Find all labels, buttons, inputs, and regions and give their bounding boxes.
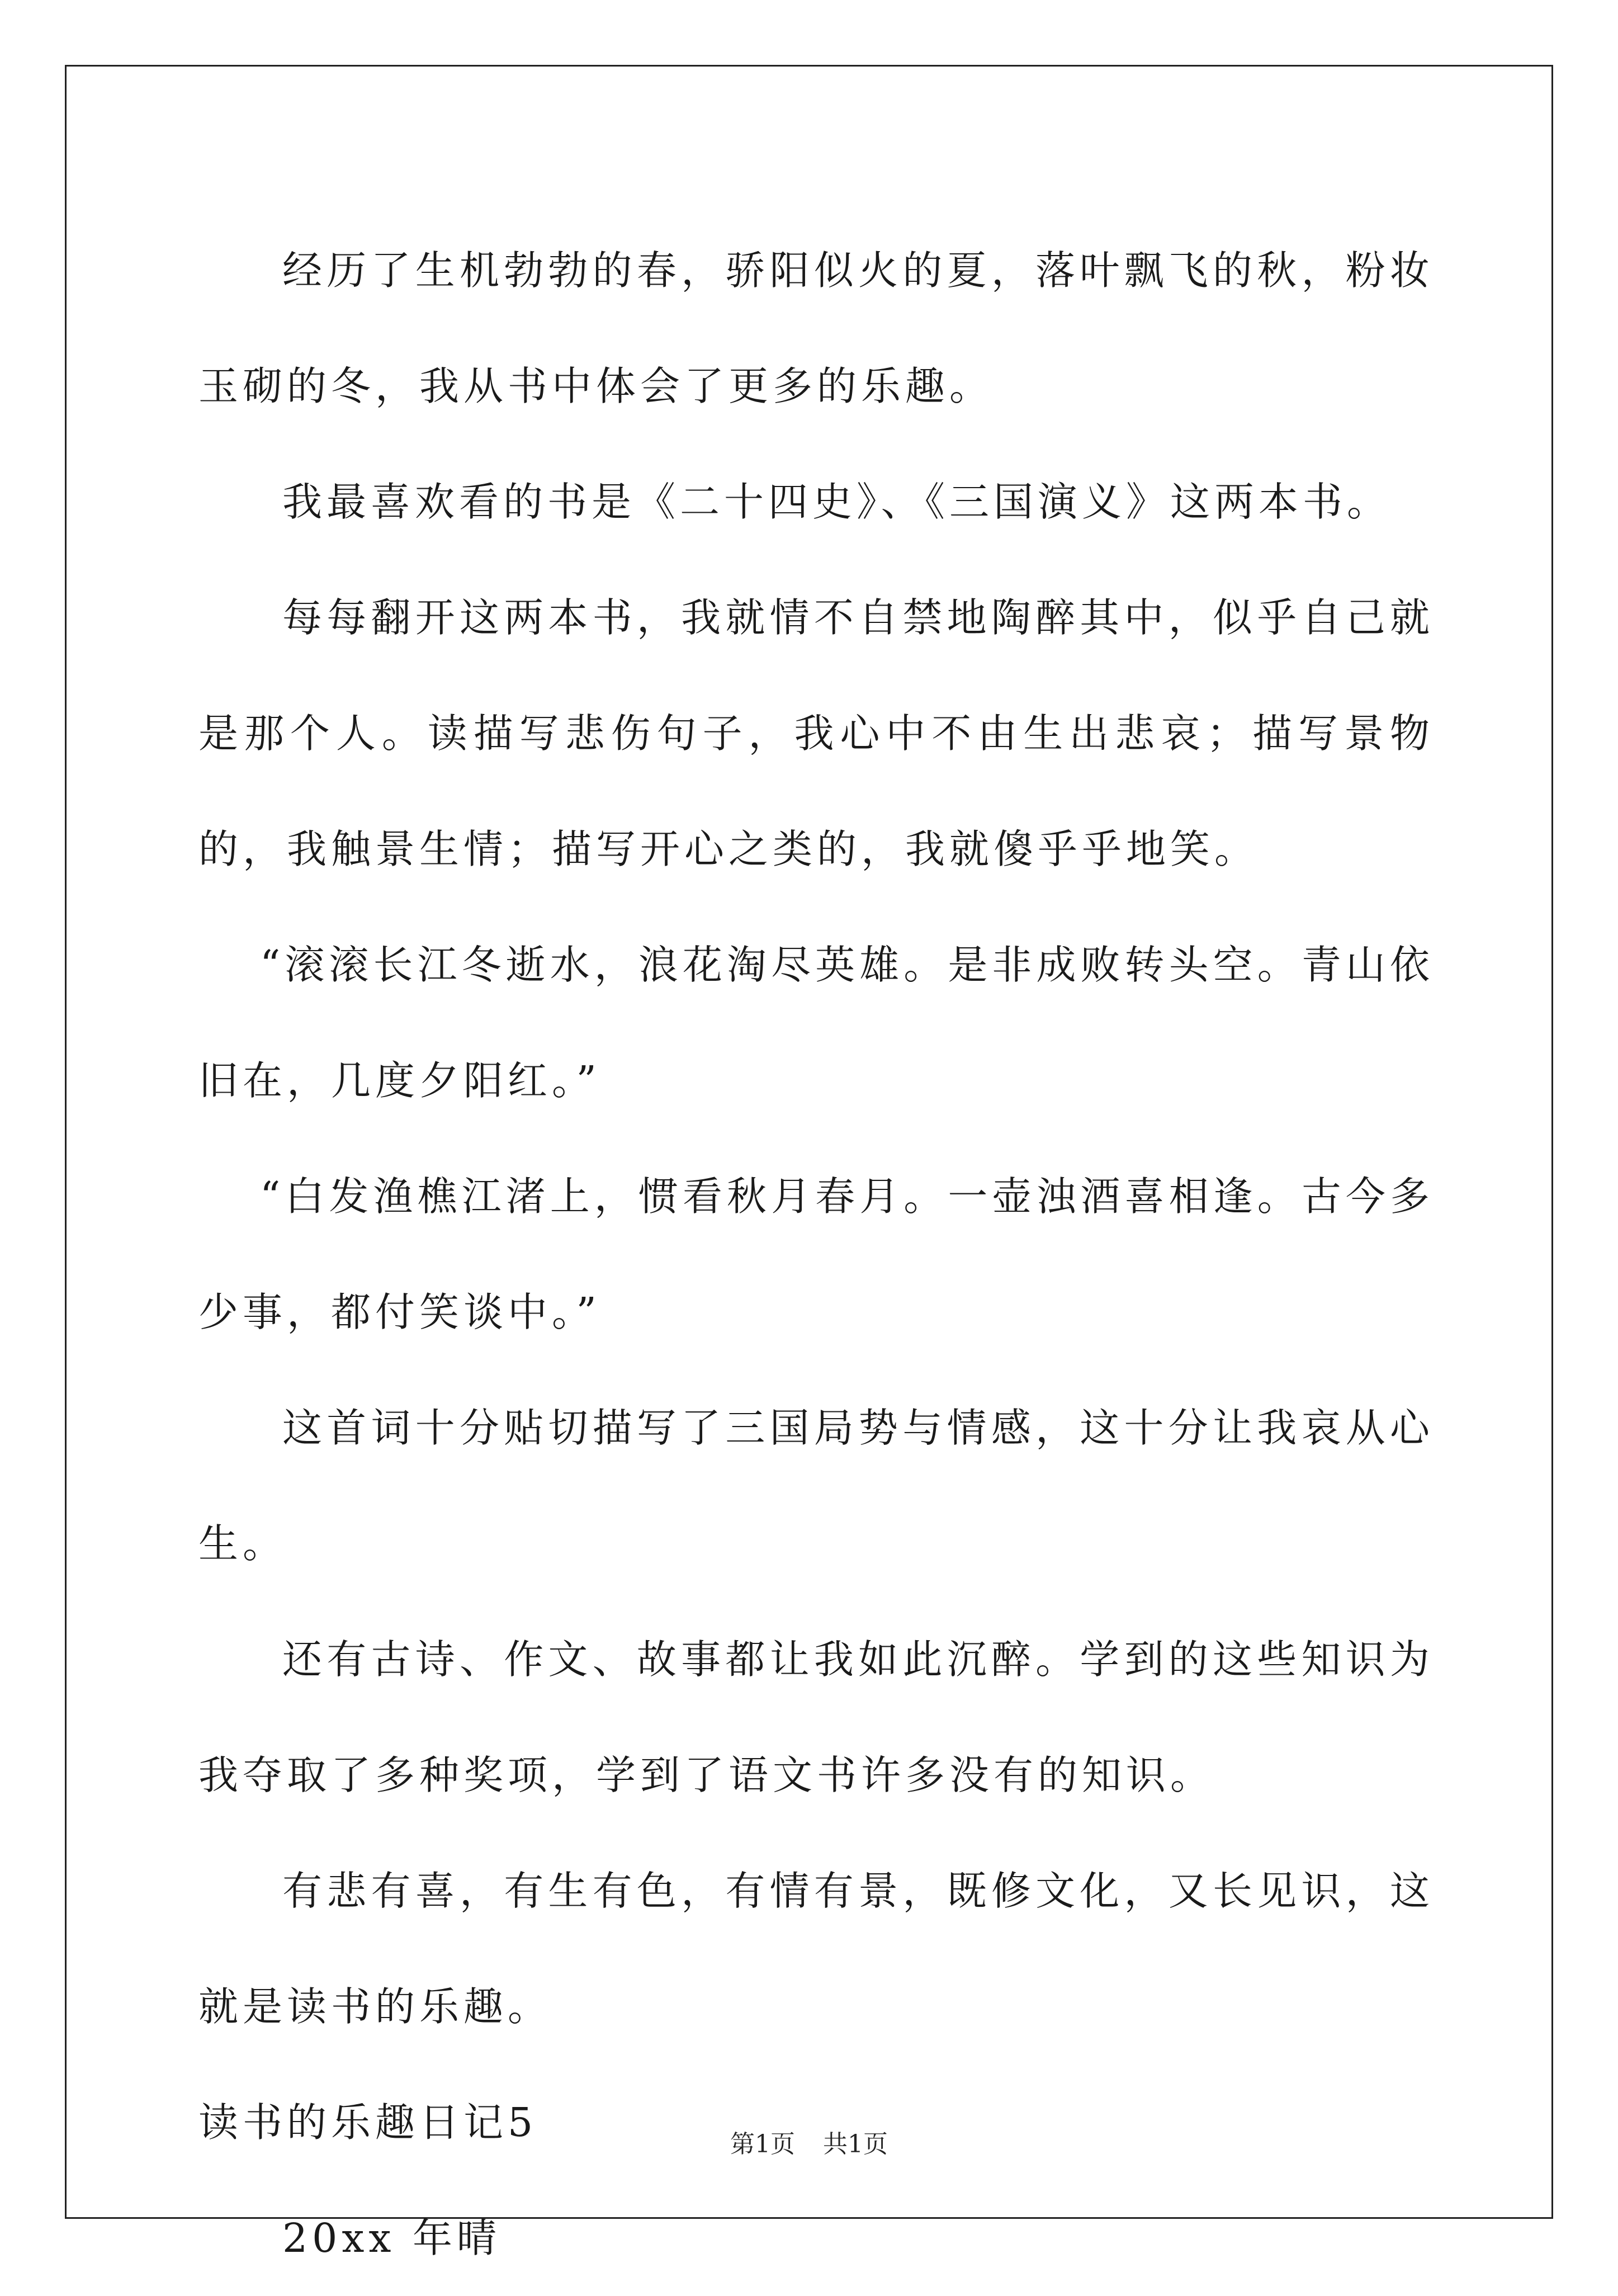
section-heading: 读书的乐趣日记5 [198, 2099, 538, 2146]
paragraph-seasons: 经历了生机勃勃的春，骄阳似火的夏，落叶飘飞的秋，粉妆玉砌的冬，我从书中体会了更多的乐趣。 [198, 247, 1434, 409]
paragraph-quote-1: “滚滚长江冬逝水，浪花淘尽英雄。是非成败转头空。青山依旧在，几度夕阳红。” [198, 942, 1434, 1104]
paragraph-favorite-books: 我最喜欢看的书是《二十四史》、《三国演义》这两本书。 [282, 479, 1392, 525]
paragraph-quote-2: “白发渔樵江渚上，惯看秋月春月。一壶浊酒喜相逢。古今多少事，都付笑谈中。” [198, 1173, 1434, 1335]
page-number-total: 共1页 [823, 2130, 888, 2158]
document-body [198, 212, 1434, 2296]
paragraph-poem-comment: 这首词十分贴切描写了三国局势与情感，这十分让我哀从心生。 [198, 1405, 1434, 1567]
page-footer [0, 2124, 1618, 2160]
paragraph-reading-feelings: 每每翻开这两本书，我就情不自禁地陶醉其中，似乎自己就是那个人。读描写悲伤句子，我心中不由生出悲哀；描写景物的，我触景生情；描写开心之类的，我就傻乎乎地笑。 [198, 594, 1434, 872]
paragraph-conclusion: 有悲有喜，有生有色，有情有景，既修文化，又长见识，这就是读书的乐趣。 [198, 1868, 1434, 2030]
page-number-current: 第1页 [730, 2130, 795, 2158]
date-line: 20xx 年晴 [282, 2215, 501, 2261]
paragraph-knowledge: 还有古诗、作文、故事都让我如此沉醉。学到的这些知识为我夺取了多种奖项，学到了语文书许多没有的知识。 [198, 1636, 1434, 1798]
